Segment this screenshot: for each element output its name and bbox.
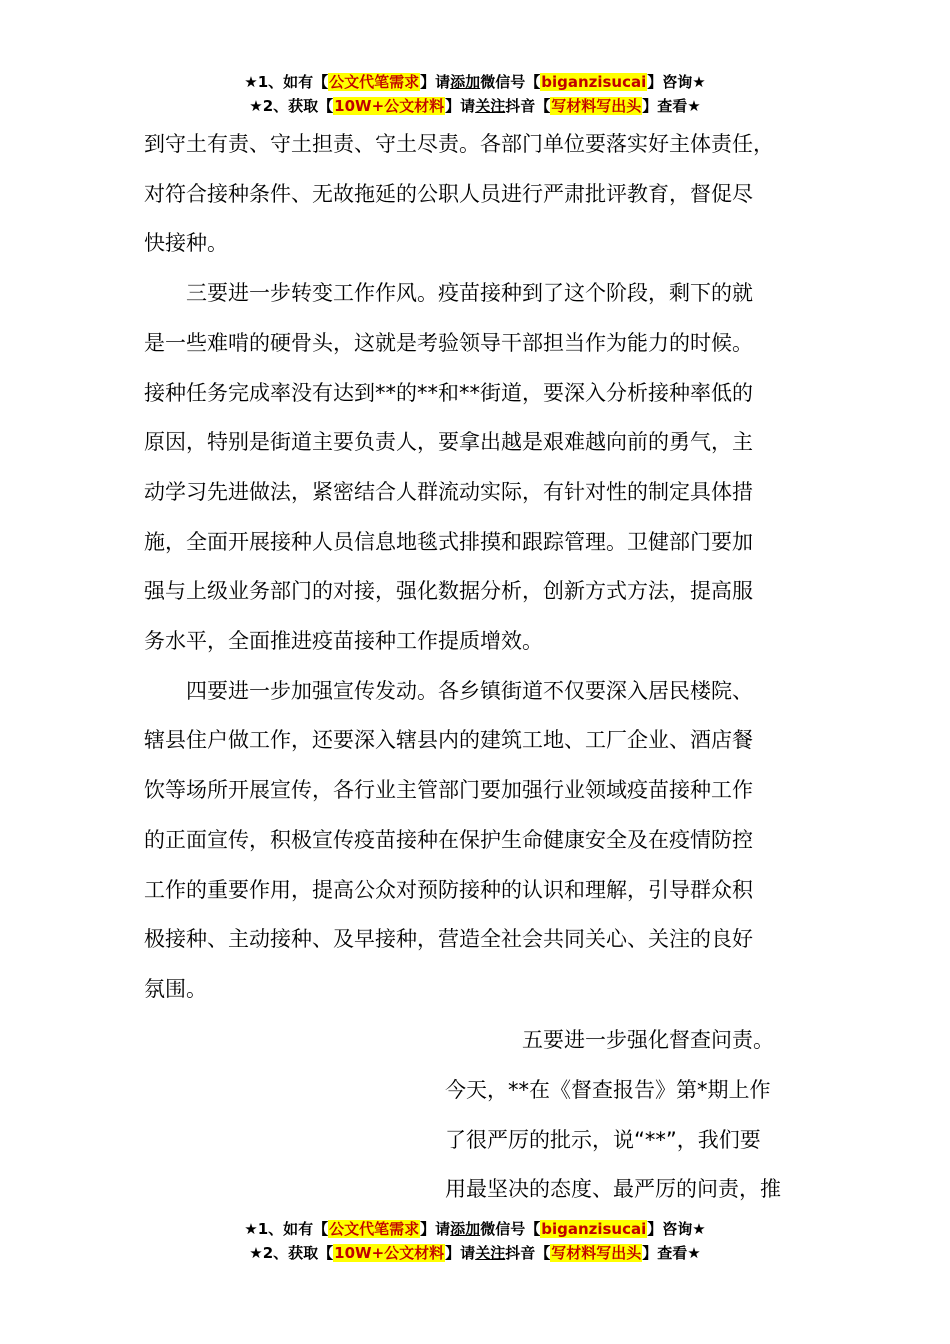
body-line: 氛围。 — [144, 976, 207, 1001]
body-line: 四要进一步加强宣传发动。各乡镇街道不仅要深入居民楼院、 — [144, 678, 753, 703]
body-line: 三要进一步转变工作作风。疫苗接种到了这个阶段，剩下的就 — [144, 281, 753, 306]
body-line: 是一些难啃的硬骨头，这就是考验领导干部担当作为能力的时候。 — [144, 330, 753, 355]
highlight-douyin-account: 写材料写出头 — [551, 97, 642, 115]
promo-banner-bottom — [0, 1217, 950, 1265]
body-line: 对符合接种条件、无故拖延的公职人员进行严肃批评教育，督促尽 — [144, 181, 753, 206]
body-line: 到守土有责、守土担责、守土尽责。各部门单位要落实好主体责任， — [144, 132, 774, 156]
body-line: 强与上级业务部门的对接，强化数据分析，创新方式方法，提高服 — [144, 579, 753, 604]
section-line: 今天，**在《督查报告》第*期上作 — [445, 1078, 771, 1102]
star-icon: ★ — [244, 1220, 258, 1238]
body-line: 工作的重要作用，提高公众对预防接种的认识和理解，引导群众积 — [144, 877, 753, 902]
highlight-materials: 10W+公文材料 — [334, 1244, 445, 1262]
section-line: 用最坚决的态度、最严厉的问责，推 — [445, 1177, 781, 1202]
body-line: 接种任务完成率没有达到**的**和**街道，要深入分析接种率低的 — [144, 380, 753, 405]
highlight-service: 公文代笔需求 — [329, 73, 420, 91]
body-line: 辖县住户做工作，还要深入辖县内的建筑工地、工厂企业、酒店餐 — [144, 728, 753, 753]
section-5-text-block — [445, 1066, 781, 1215]
star-icon: ★ — [249, 97, 263, 115]
star-icon: ★ — [244, 73, 258, 91]
body-line: 快接种。 — [144, 231, 228, 256]
body-line: 原因，特别是街道主要负责人，要拿出越是艰难越向前的勇气，主 — [144, 430, 753, 455]
highlight-materials: 10W+公文材料 — [334, 97, 445, 115]
star-icon: ★ — [249, 1244, 263, 1262]
body-line: 施，全面开展接种人员信息地毯式排摸和跟踪管理。卫健部门要加 — [144, 529, 753, 554]
body-line: 极接种、主动接种、及早接种，营造全社会共同关心、关注的良好 — [144, 927, 753, 952]
banner-line-2: ★2、获取【10W+公文材料】请关注抖音【写材料写出头】查看★ — [249, 97, 701, 115]
highlight-wechat-id: biganzisucai — [541, 1220, 647, 1238]
highlight-douyin-account: 写材料写出头 — [551, 1244, 642, 1262]
star-icon: ★ — [692, 1220, 706, 1238]
banner-line-2: ★2、获取【10W+公文材料】请关注抖音【写材料写出头】查看★ — [249, 1244, 701, 1262]
body-text — [144, 120, 814, 1015]
star-icon: ★ — [692, 73, 706, 91]
star-icon: ★ — [687, 97, 701, 115]
body-line: 的正面宣传，积极宣传疫苗接种在保护生命健康安全及在疫情防控 — [144, 827, 753, 852]
highlight-wechat-id: biganzisucai — [541, 73, 647, 91]
body-line: 饮等场所开展宣传，各行业主管部门要加强行业领域疫苗接种工作 — [144, 778, 753, 803]
body-line: 务水平，全面推进疫苗接种工作提质增效。 — [144, 629, 543, 654]
banner-line-1: ★1、如有【公文代笔需求】请添加微信号【biganzisucai】咨询★ — [244, 73, 706, 91]
banner-line-1: ★1、如有【公文代笔需求】请添加微信号【biganzisucai】咨询★ — [244, 1220, 706, 1238]
star-icon: ★ — [687, 1244, 701, 1262]
promo-banner-top — [0, 70, 950, 118]
section-5-heading-block — [522, 1016, 774, 1066]
body-line: 动学习先进做法，紧密结合人群流动实际，有针对性的制定具体措 — [144, 479, 753, 504]
section-heading: 五要进一步强化督查问责。 — [522, 1028, 774, 1052]
section-line: 了很严厉的批示，说“**”，我们要 — [445, 1127, 761, 1152]
highlight-service: 公文代笔需求 — [329, 1220, 420, 1238]
